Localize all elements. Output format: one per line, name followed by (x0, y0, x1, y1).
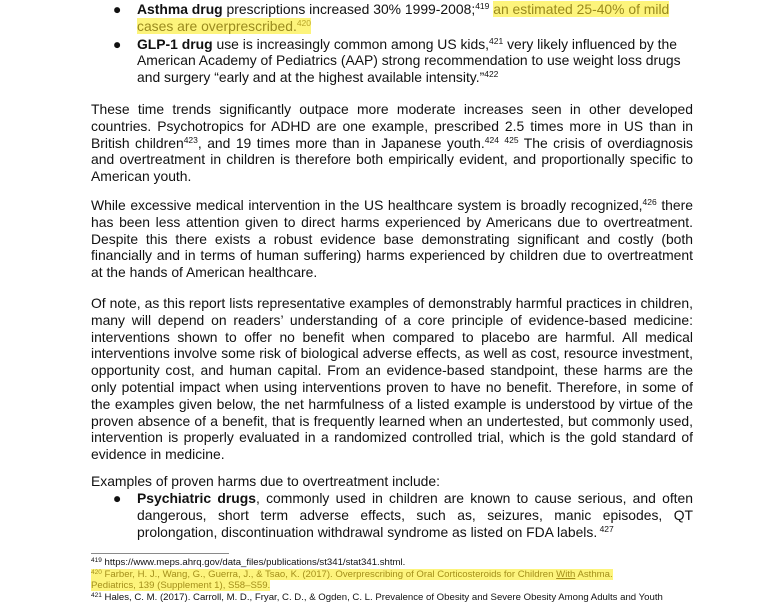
footnote-ref[interactable]: 420 (296, 17, 312, 28)
paragraph-time-trends: These time trends significantly outpace more moderate increases seen in other developed countries. Psychotropics for ADHD are one example, prescribed 2.5 times more in US than in British children$^{423}$, and 19 times more than in Japanese youth.$^{424}$ $^{425}$ The crisis of overdiagnosis and overtreatment in children is therefore both empirically evident, and proportionally specific to American youth. (91, 101, 693, 185)
footnote-url[interactable]: https://www.meps.ahrq.gov/data_files/publications/st341/stat341.shtml. (101, 557, 406, 568)
footnote-ref[interactable]: 422 (484, 69, 499, 80)
footnote-420 (91, 569, 693, 581)
bullet-body: , commonly used in children are known to cause serious, and often dangerous, short term adverse effects, such as, seizures, manic episodes, QT prolongation, discontinuation withdrawal syndrome as listed on FDA labels. (137, 490, 693, 540)
paragraph-evidence-based-medicine: Of note, as this report lists representative examples of demonstrably harmful practices in children, many will depend on readers’ understanding of a core principle of evidence-based medicine: interventions shown to offer no benefit when compared to placebo are harmful. All medical interventions involve some risk of biological adverse effects, as well as cost, resource investment, opportunity cost, and human capital. From an evidence-based standpoint, these harms are the only potential impact when using interventions proven to have no benefit. Therefore, in some of the examples given below, the net harmfulness of a listed example is understood by virtue of the proven absence of a benefit, that is frequently learned when an undertested, but commonly used, intervention is properly evaluated in a randomized controlled trial, which is the gold standard of evidence in medicine. (91, 295, 693, 463)
bullet-text (137, 36, 693, 86)
top-bullet-list (0, 1, 780, 86)
footnote-ref[interactable]: 421 (489, 35, 504, 46)
list-item-asthma-drug (0, 1, 780, 35)
footnote-ref[interactable]: 423 (183, 134, 198, 145)
bullet-icon: ● (113, 1, 122, 17)
bullet-term: Psychiatric drugs (137, 490, 256, 506)
bullet-term: GLP-1 drug (137, 35, 213, 52)
paragraph-examples-intro: Examples of proven harms due to overtreatment include: (91, 473, 440, 489)
footnote-421: $^{421}$ Hales, C. M. (2017). Carroll, M. D., Fryar, C. D., & Ogden, C. L. Prevalence of Obesity and Severe Obesity Among Adults and Youth (91, 591, 663, 603)
bullet-text (137, 1, 693, 35)
list-item-glp1-drug (0, 36, 780, 86)
paragraph-excessive-intervention: While excessive medical intervention in the US healthcare system is broadly recognized,$^{426}$ there has been less attention given to direct harms experienced by Americans due to overtreatment. Despite this there exists a robust evidence base demonstrating significant and costly (both financially and in terms of human suffering) harms experienced by children due to overtreatment at the hands of American healthcare. (91, 197, 693, 281)
footnote-ref[interactable]: 419 (475, 1, 490, 11)
bullet-body: prescriptions increased 30% 1999-2008; (222, 1, 476, 17)
bullet-body: very likely influenced by the American Academy of Pediatrics (AAP) strong recommendation to use weight loss drugs and surgery “early and at the highest available intensity.” (137, 35, 681, 86)
bullet-icon: ● (113, 490, 122, 506)
footnote-420-continued: Pediatrics, 139 (Supplement 1), S58–S59. (91, 580, 271, 591)
bullet-body: use is increasingly common among US kids, (212, 35, 490, 52)
footnote-419 (91, 557, 693, 569)
highlighted-text: an estimated 25-40% of mild cases are overprescribed.$^{420}$ (137, 1, 670, 34)
footnote-divider (91, 553, 229, 554)
bullet-text (137, 490, 693, 540)
highlighted-footnote: $^{420}$ Farber, H. J., Wang, G., Guerra, J., & Tsao, K. (2017). Overprescribing of Oral Corticosteroids for Children With Asthma. (91, 568, 613, 580)
footnote-number: 421 (91, 591, 102, 599)
footnote-number: 420 (91, 568, 102, 576)
list-item-psychiatric-drugs (0, 490, 780, 540)
footnote-ref[interactable]: 424 (484, 134, 499, 145)
bullet-term: Asthma drug (137, 1, 223, 17)
footnotes (91, 557, 693, 603)
footnote-ref[interactable]: 426 (642, 197, 657, 207)
footnote-ref[interactable]: 427 (597, 523, 614, 534)
footnote-link[interactable]: With (556, 568, 576, 580)
footnote-number: 419 (91, 557, 102, 564)
footnote-ref[interactable]: 425 (504, 134, 519, 145)
bullet-icon: ● (113, 35, 122, 52)
bottom-bullet-list (0, 490, 780, 540)
